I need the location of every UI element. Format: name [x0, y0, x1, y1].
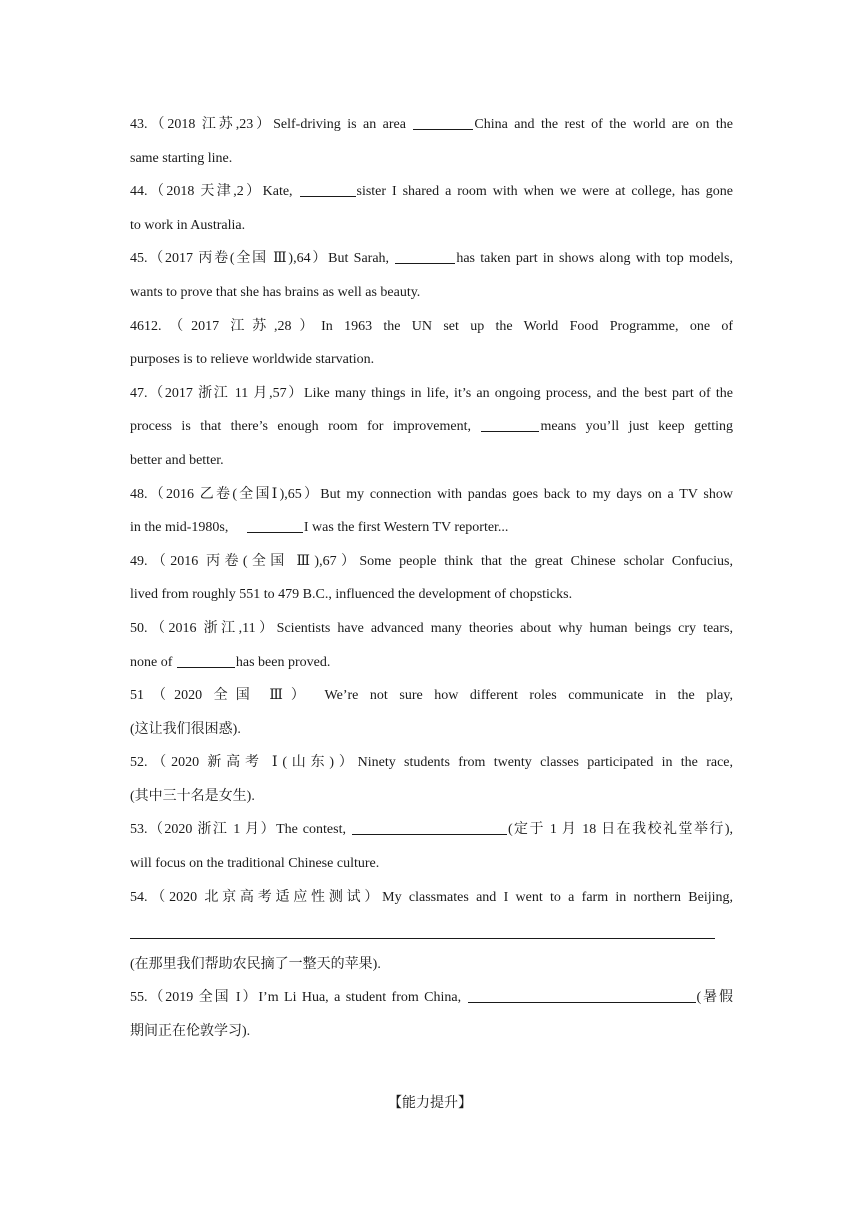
q53-blank[interactable]	[352, 820, 507, 835]
q50-text-2: none of	[130, 654, 173, 670]
q44-text-3: to work in Australia.	[130, 217, 246, 233]
q43-blank[interactable]	[413, 115, 473, 130]
q49-line2	[130, 578, 733, 612]
q53-line1	[130, 813, 733, 847]
section-title: 【能力提升】	[388, 1096, 472, 1111]
q47-text-2: process is that there’s enough room for improvement,	[130, 419, 472, 435]
q54-line1	[130, 881, 733, 915]
q55-line1	[130, 981, 733, 1015]
q46-text: 4612.（2017 江苏,28）In 1963 the UN set up the World Food Programme, one of	[130, 318, 733, 334]
q54-answer-rule[interactable]	[130, 914, 733, 948]
q53-text-3: will focus on the traditional Chinese culture.	[130, 856, 380, 872]
q50-line2	[130, 646, 733, 680]
q48-line1	[130, 478, 733, 512]
q50-text-3: has been proved.	[235, 654, 331, 670]
q55-text: 55.（2019 全国 I）I’m Li Hua, a student from China,	[130, 990, 462, 1006]
q50-text: 50.（2016 浙江,11）Scientists have advanced many theories about why human beings cry tears,	[130, 620, 733, 636]
q55-line2	[130, 1015, 733, 1049]
q47-line1	[130, 377, 733, 411]
q49-text: 49.（2016 丙卷(全国 Ⅲ),67）Some people think that the great Chinese scholar Confucius,	[130, 553, 733, 569]
q44-line2	[130, 209, 733, 243]
q47-blank[interactable]	[481, 417, 539, 432]
q46-text-2: purposes is to relieve worldwide starvation.	[130, 352, 375, 368]
q45-text: 45.（2017 丙卷(全国 Ⅲ),64）But Sarah,	[130, 251, 390, 267]
q44-blank[interactable]	[300, 182, 356, 197]
q48-blank[interactable]	[247, 518, 303, 533]
q55-blank[interactable]	[468, 988, 696, 1003]
q49-line1	[130, 545, 733, 579]
q45-line2	[130, 276, 733, 310]
q52-line1	[130, 746, 733, 780]
q45-text-2: has taken part in shows along with top models,	[456, 251, 733, 267]
q43-text: 43.（2018 江苏,23）Self-driving is an area	[130, 117, 406, 132]
q43-line1	[130, 108, 733, 142]
q51-line1	[130, 679, 733, 713]
q47-text: 47.（2017 浙江 11 月,57）Like many things in life, it’s an ongoing process, and the best part of the	[130, 385, 733, 401]
q47-line2	[130, 410, 733, 444]
q52-text: 52.（2020 新高考 Ⅰ(山东)）Ninety students from twenty classes participated in the race,	[130, 755, 733, 771]
q54-text-2: (在那里我们帮助农民摘了一整天的苹果).	[130, 956, 381, 972]
q55-text-2: (暑假	[696, 990, 733, 1006]
q43-text-3: same starting line.	[130, 150, 233, 166]
q53-text: 53.（2020 浙江 1 月）The contest,	[130, 822, 346, 838]
q48-line2	[130, 511, 733, 545]
q45-line1	[130, 242, 733, 276]
q45-blank[interactable]	[395, 249, 455, 264]
q54-rule-line	[130, 938, 715, 939]
q45-text-3: wants to prove that she has brains as well as beauty.	[130, 284, 421, 300]
q53-text-2: (定于 1 月 18 日在我校礼堂举行),	[507, 822, 733, 838]
q43-text-2: China and the rest of the world are on the	[474, 117, 733, 132]
q43-line2	[130, 142, 733, 176]
q47-line3	[130, 444, 733, 478]
q52-line2	[130, 780, 733, 814]
q44-line1	[130, 175, 733, 209]
q44-text-2: sister I shared a room with when we were at college, has gone	[356, 184, 733, 200]
q48-text-3: I was the first Western TV reporter...	[303, 520, 509, 536]
q44-text: 44.（2018 天津,2）Kate,	[130, 184, 293, 200]
q54-line3	[130, 948, 733, 982]
q55-text-3: 期间正在伦敦学习).	[130, 1024, 251, 1040]
q47-text-3: means you’ll just keep getting	[540, 419, 733, 435]
q47-text-4: better and better.	[130, 452, 224, 468]
q49-text-2: lived from roughly 551 to 479 B.C., influenced the development of chopsticks.	[130, 587, 573, 603]
q46-line2	[130, 343, 733, 377]
q51-line2	[130, 713, 733, 747]
q46-line1	[130, 310, 733, 344]
q48-text: 48.（2016 乙卷(全国Ⅰ),65）But my connection with pandas goes back to my days on a TV show	[130, 486, 733, 502]
q50-blank[interactable]	[177, 653, 235, 668]
q50-line1	[130, 612, 733, 646]
q54-text: 54.（2020 北京高考适应性测试）My classmates and I went to a farm in northern Beijing,	[130, 889, 733, 905]
q51-text-2: (这让我们很困惑).	[130, 721, 241, 737]
q51-text: 51（2020 全国 Ⅲ） We’re not sure how different roles communicate in the play,	[130, 688, 733, 704]
q48-text-2: in the mid-1980s,	[130, 520, 229, 536]
exercise-list	[130, 108, 733, 1049]
q53-line2	[130, 847, 733, 881]
q52-text-2: (其中三十名是女生).	[130, 788, 255, 804]
